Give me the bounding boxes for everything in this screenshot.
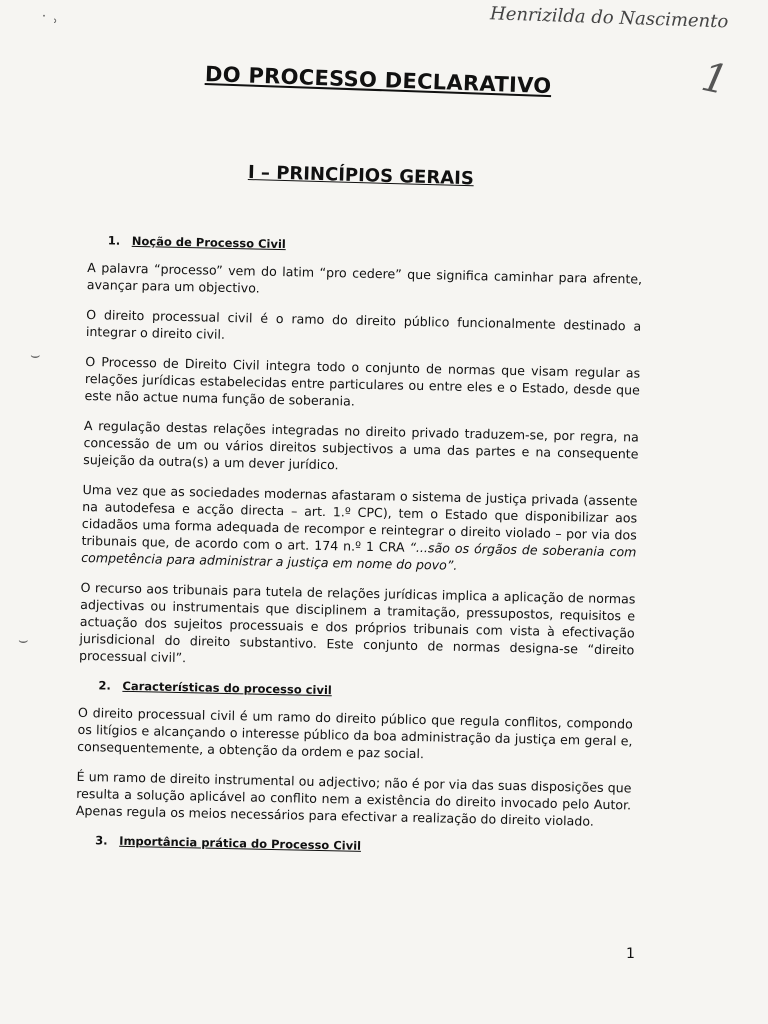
paragraph: A regulação destas relações integradas no direito privado traduzem-se, por regra, na concessão de um ou vários direitos subjectivos a uma das partes e na consequente sujeição da outra(s) a um dever jurídico. [83, 417, 639, 473]
section-number: 3. [95, 833, 108, 848]
section-number: 2. [98, 678, 112, 693]
section-title: Noção de Processo Civil [131, 233, 286, 252]
paragraph: O Processo de Direito Civil integra todo o conjunto de normas que visam regular as relações jurídicas estabelecidas entre particulares ou entre eles e o Estado, desde que este não actue numa função de soberania. [84, 353, 641, 409]
paragraph: O direito processual civil é um ramo do direito público que regula conflitos, compondo os litígios e alcançando o interesse público da boa administração da justiça em geral e, consequentemente, a obtenção da ordem e paz social. [77, 704, 633, 762]
section-title: Importância prática do Processo Civil [119, 833, 362, 853]
section-title: Características do processo civil [122, 678, 332, 698]
handwritten-page-mark: 1 [697, 53, 732, 105]
document-title: DO PROCESSO DECLARATIVO [204, 62, 552, 99]
scan-speck-mark: ˙ ˒ [40, 12, 58, 31]
page-number: 1 [626, 946, 635, 962]
document-body [75, 232, 643, 870]
section-number: 1. [107, 233, 121, 248]
section-heading [108, 232, 643, 260]
paragraph: O recurso aos tribunais para tutela de relações jurídicas implica a aplicação de normas adjectivas ou instrumentais que disciplinem a tramitação, pressupostos, requisitos e actuação dos sujeitos processuais e dos próprios tribunais com vista à efectivação jurisdicional do direito substantivo. Este conjunto de normas designa-se “direito processual civil”. [78, 579, 636, 666]
margin-scribble-mark: ⌣ [30, 345, 41, 364]
paragraph: É um ramo de direito instrumental ou adjectivo; não é por via das suas disposições que resulta a solução aplicável ao conflito nem a existência do direito invocado pelo Autor. Apenas regula os meios necessários para efectivar a realização do direito violado. [75, 768, 632, 829]
paragraph: O direito processual civil é o ramo do direito público funcionalmente destinado a integrar o direito civil. [85, 306, 642, 342]
chapter-title: I – PRINCÍPIOS GERAIS [247, 162, 475, 190]
paragraph [81, 481, 638, 578]
paragraph: A palavra “processo” vem do latim “pro cedere” que significa caminhar para afrente, avançar para um objectivo. [86, 259, 643, 296]
constitution-quote: “...são os órgãos de soberania com competência para administrar a justiça em nome do povo”. [81, 539, 637, 573]
handwritten-signature: Henrizilda do Nascimento [489, 3, 729, 33]
margin-scribble-mark: ⌣ [18, 630, 29, 649]
paragraph-text: Uma vez que as sociedades modernas afastaram o sistema de justiça privada (assente na autodefesa e acção directa – art. 1.º CPC), tem o Estado que disponibilizar aos cidadãos uma forma adequada de recompor e reintegrar o direito violado – por via dos tribunais que, de acordo com o art. 174 n.º 1 CRA [81, 481, 638, 555]
section-heading [98, 677, 633, 705]
section-heading [95, 832, 630, 860]
